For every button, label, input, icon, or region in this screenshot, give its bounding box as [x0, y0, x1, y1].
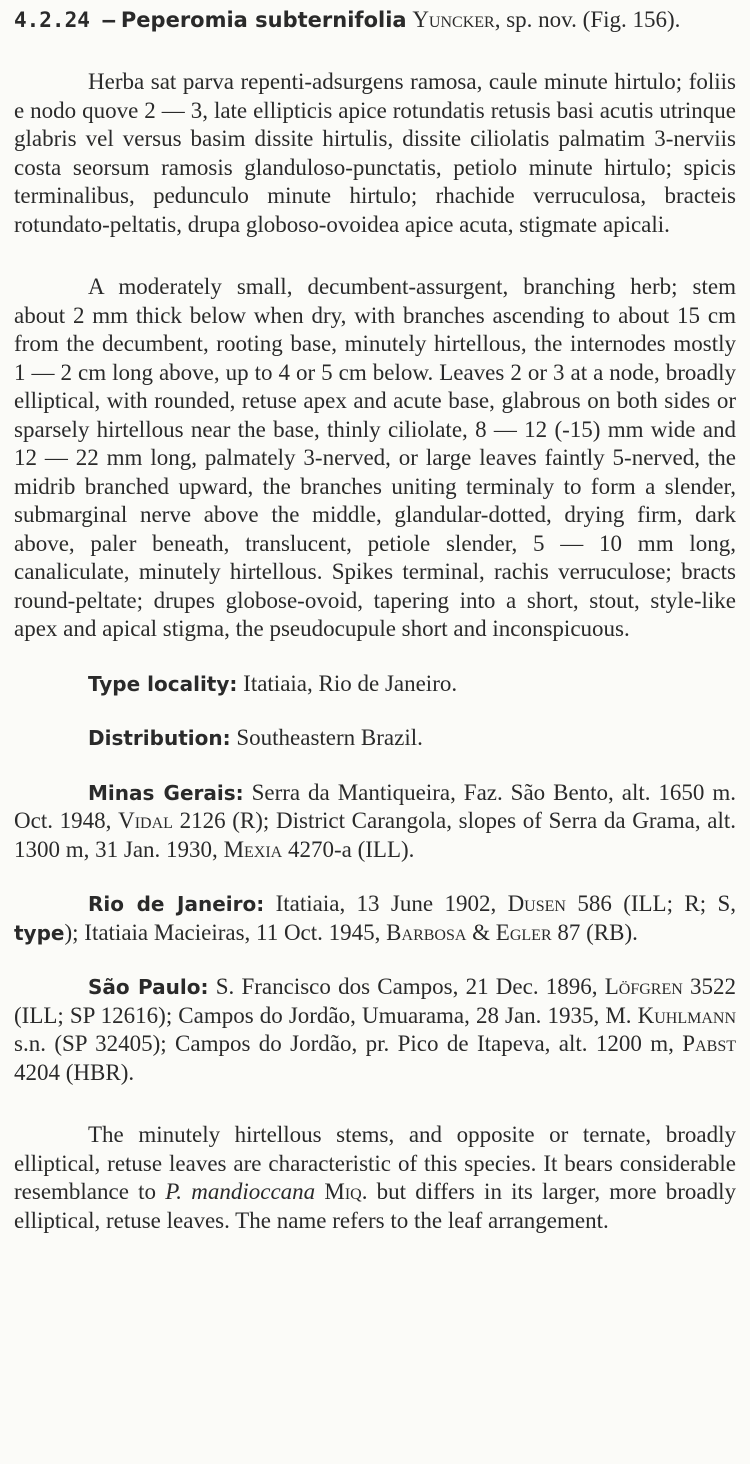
locality-text: s.n. (SP 32405); Campos do Jordão, pr. Pico de Itapeva, alt. 1200 m,	[14, 1031, 683, 1056]
region-label: Rio de Janeiro:	[88, 892, 265, 916]
collector-name: Barbosa & Egler	[386, 919, 552, 945]
locality-text: 4204 (HBR).	[14, 1059, 135, 1085]
locality-text: S. Francisco dos Campos, 21 Dec. 1896,	[208, 974, 605, 999]
type-locality-value: Itatiaia, Rio de Janeiro.	[243, 670, 458, 696]
discussion-text: The minutely hirtellous stems, and opposite or ternate, broadly elliptical, retuse leaves are characteristic of this species. It bears considerable resemblance to	[14, 1122, 736, 1204]
type-locality-label: Type locality:	[88, 671, 238, 696]
type-locality	[14, 670, 736, 699]
type-marker: type	[14, 920, 65, 945]
locality-sao-paulo	[14, 973, 736, 1087]
taxon-name: Peperomia subternifolia	[120, 8, 407, 32]
author-name: Yuncker	[412, 7, 495, 32]
locality-text: 2126 (R); District Carangola, slopes of Serra da Grama, alt. 1300 m, 31 Jan. 1930,	[14, 808, 736, 862]
heading-rest: , sp. nov. (Fig. 156).	[494, 7, 681, 32]
author-abbrev: Miq.	[324, 1179, 368, 1204]
region-label: Minas Gerais:	[88, 780, 244, 805]
discussion-text	[315, 1179, 324, 1204]
locality-text: 4270-a (ILL).	[282, 836, 415, 862]
locality-text: Itatiaia, 13 June 1902,	[264, 891, 508, 916]
collector-name: Dusen	[507, 891, 566, 916]
collector-name: Kuhlmann	[637, 1002, 736, 1028]
region-label: São Paulo:	[88, 975, 209, 999]
species-heading	[14, 6, 736, 34]
collector-name: Mexia	[223, 836, 283, 862]
collector-name: Pabst	[682, 1031, 736, 1056]
distribution-label: Distribution:	[88, 726, 231, 750]
locality-text: Serra da Mantiqueira, Faz. São Bento, alt. 1650 m. Oct. 1948,	[14, 779, 736, 833]
collector-name: Löfgren	[604, 974, 683, 999]
locality-minas-gerais	[14, 779, 736, 865]
english-description: A moderately small, decumbent-assurgent, branching herb; stem about 2 mm thick below when dry, with branches ascending to about 15 cm from the decumbent, rooting base, minutely hirtellous, the internodes mostly 1 — 2 cm long above, up to 4 or 5 cm below. Leaves 2 or 3 at a node, broadly elliptical, with rounded, retuse apex and acute base, glabrous on both sides or sparsely hirtellous near the base, thinly ciliolate, 8 — 12 (-15) mm wide and 12 — 22 mm long, palmately 3-nerved, or large leaves faintly 5-nerved, the midrib branched upward, the branches uniting terminaly to form a slender, submarginal nerve above the middle, glandular-dotted, drying firm, dark above, paler beneath, translucent, petiole slender, 5 — 10 mm long, canaliculate, minutely hirtellous. Spikes terminal, rachis verruculose; bracts round-peltate; drupes globose-ovoid, tapering into a short, stout, style-like apex and apical stigma, the pseudocupule short and inconspicuous.	[14, 274, 736, 641]
locality-text: 586 (ILL; R; S,	[565, 891, 736, 916]
distribution	[14, 724, 736, 753]
discussion-paragraph	[14, 1121, 736, 1235]
locality-text: 3522 (ILL; SP 12616); Campos do Jordão, Umuarama, 28 Jan. 1935, M.	[14, 974, 737, 1028]
collector-name: Vidal	[118, 808, 173, 833]
locality-text: ); Itatiaia Macieiras, 11 Oct. 1945,	[64, 919, 387, 945]
distribution-value: Southeastern Brazil.	[236, 725, 423, 750]
locality-rio-de-janeiro	[14, 890, 736, 947]
related-species: P. mandioccana	[165, 1179, 316, 1204]
section-number: 4.2.24 —	[14, 8, 116, 32]
latin-description: Herba sat parva repenti-adsurgens ramosa, caule minute hirtulo; foliis e nodo quove 2 — 3, late ellipticis apice rotundatis retusis basi acutis utrinque glabris vel versus basim dissite hirtulis, dissite ciliolatis palmatim 3-nerviis costa seorsum ramosis glanduloso-punctatis, petiolo minute hirtulo; spicis terminalibus, pedunculo minute hirtulo; rhachide verruculosa, bracteis rotundato-peltatis, drupa globoso-ovoidea apice acuta, stigmate apicali.	[14, 69, 736, 237]
locality-text: 87 (RB).	[551, 919, 638, 945]
discussion-text: but differs in its larger, more broadly elliptical, retuse leaves. The name refers to the leaf arrangement.	[14, 1179, 736, 1233]
